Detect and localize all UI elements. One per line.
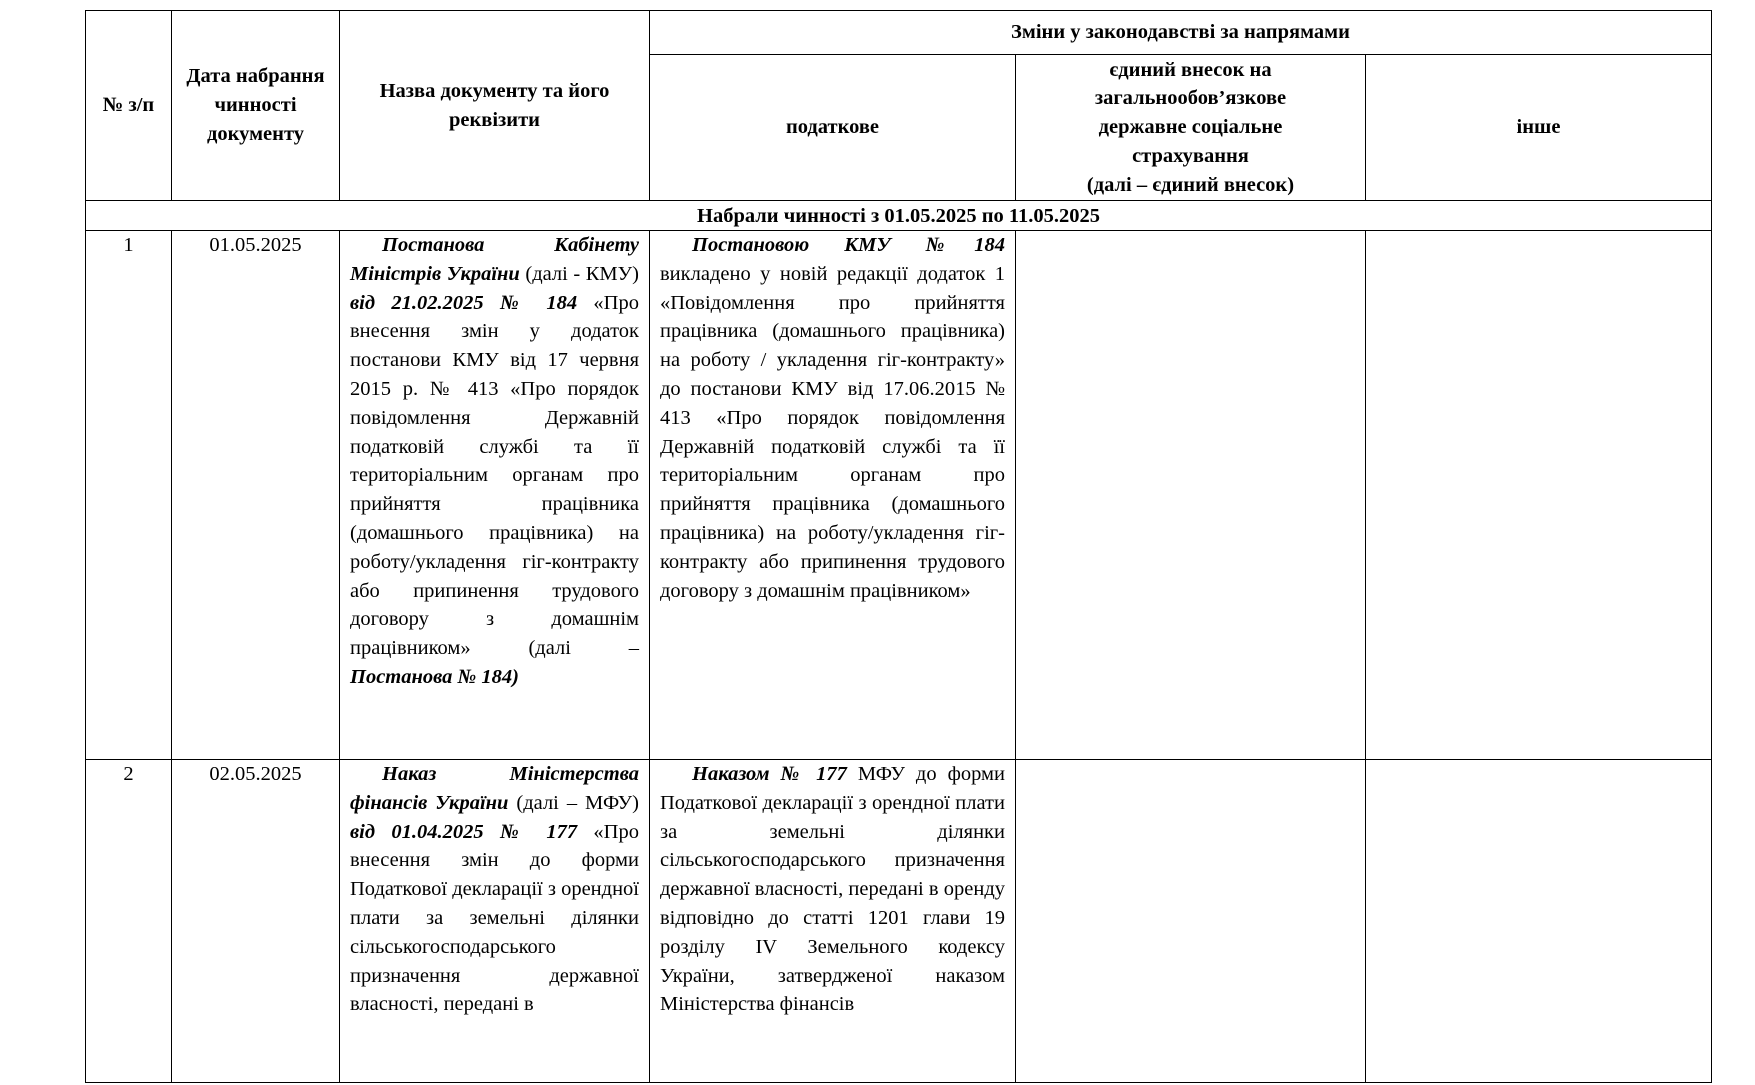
tax-change-title: Наказом № 177 bbox=[692, 763, 847, 785]
document-requisites: від 21.02.2025 № 184 bbox=[350, 291, 578, 314]
header-esv-line: єдиний внесок на bbox=[1109, 58, 1272, 81]
header-esv-line: (далі – єдиний внесок) bbox=[1086, 173, 1295, 196]
tax-change-text: викладено у новій редакції додаток 1 «Повідомлення про прийняття працівника (домашнього працівника) на роботу / укладення гіг-контракту» до постанови КМУ від 17.06.2015 № 413 «Про порядок повідомлення Державній податковій службі та її територіальним органам про прийняття працівника (домашнього працівника) на роботу/укладення гіг-контракту або припинення трудового договору з домашнім працівником» bbox=[660, 262, 1005, 602]
document-text: (далі – МФУ) bbox=[508, 791, 639, 814]
document-text: «Про внесення змін до форми Податкової декларації з орендної плати за земельні ділянки сільськогосподарського призначення державної власності, передані в bbox=[350, 820, 639, 1016]
header-esv-line: державне соціальне bbox=[1098, 116, 1283, 139]
row-tax-change bbox=[650, 760, 1016, 1083]
row-document-name bbox=[340, 760, 650, 1083]
table-row bbox=[86, 760, 1712, 1083]
tax-change-text: МФУ до форми Податкової декларації з орендної плати за земельні ділянки сільськогосподарського призначення державної власності, передані в оренду відповідно до статті 1201 глави 19 розділу IV Земельного кодексу України, затвердженої наказом Міністерства фінансів bbox=[660, 763, 1005, 1016]
section-title: Набрали чинності з 01.05.2025 по 11.05.2025 bbox=[86, 201, 1712, 231]
header-esv-line: страхування bbox=[1132, 144, 1249, 167]
row-other-change bbox=[1366, 231, 1712, 760]
row-esv-change bbox=[1016, 760, 1366, 1083]
document-title: Наказ Міністерства фінансів України bbox=[350, 763, 639, 814]
header-tax: податкове bbox=[650, 55, 1016, 201]
row-number: 2 bbox=[86, 760, 172, 1083]
header-number: № з/п bbox=[86, 11, 172, 201]
row-other-change bbox=[1366, 760, 1712, 1083]
document-text: «Про внесення змін у додаток постанови КМУ від 17 червня 2015 р. № 413 «Про порядок повідомлення Державній податковій службі та її територіальним органам про прийняття працівника (домашнього працівника) на роботу/укладення гіг-контракту або припинення трудового договору з домашнім працівником» (далі – bbox=[350, 291, 639, 660]
legislation-changes-table bbox=[85, 10, 1712, 1083]
row-document-name bbox=[340, 231, 650, 760]
header-esv bbox=[1016, 55, 1366, 201]
document-title: Постанова Кабінету Міністрів України bbox=[350, 234, 639, 285]
row-esv-change bbox=[1016, 231, 1366, 760]
header-document-name: Назва документу та його реквізити bbox=[340, 11, 650, 201]
row-date: 01.05.2025 bbox=[172, 231, 340, 760]
header-other: інше bbox=[1366, 55, 1712, 201]
document-short-name: Постанова № 184) bbox=[350, 665, 519, 688]
tax-change-title: Постановою КМУ №184 bbox=[692, 234, 1005, 256]
header-date: Дата набрання чинності документу bbox=[172, 11, 340, 201]
row-date: 02.05.2025 bbox=[172, 760, 340, 1083]
document-requisites: від 01.04.2025 № 177 bbox=[350, 820, 578, 843]
table-row bbox=[86, 231, 1712, 760]
header-changes: Зміни у законодавстві за напрямами bbox=[650, 11, 1712, 55]
document-text: (далі - КМУ) bbox=[519, 262, 639, 285]
row-number: 1 bbox=[86, 231, 172, 760]
header-esv-line: загальнообов’язкове bbox=[1094, 87, 1287, 110]
row-tax-change bbox=[650, 231, 1016, 760]
